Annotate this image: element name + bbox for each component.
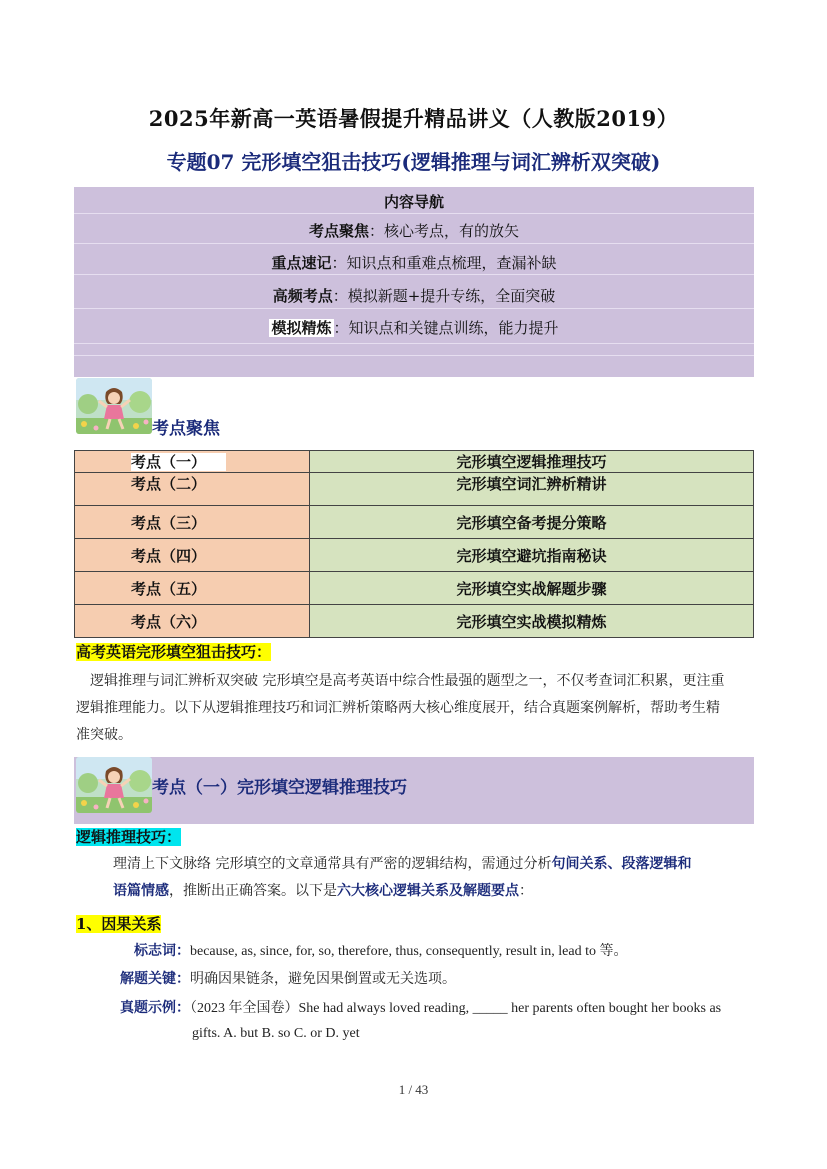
logic-highlight: 逻辑推理技巧： — [76, 828, 182, 846]
cause-example: 真题示例：（2023 年全国卷）She had always loved reading, _____ her parents often bought her books as gifts. A. but B. so C. or D. yet — [120, 1000, 722, 1041]
table-cell-topic: 完形填空避坑指南秘诀 — [310, 539, 754, 572]
logic-paragraph: 理清上下文脉络 完形填空的文章通常具有严密的逻辑结构，需通过分析句间关系、段落逻辑和 语篇情感，推断出正确答案。以下是六大核心逻辑关系及解题要点： — [113, 856, 692, 899]
table-cell-point: 考点（六） — [75, 605, 310, 638]
table-row — [75, 539, 754, 572]
cause-signal-words: 标志词：because, as, since, for, so, therefore, thus, consequently, result in, lead to 等。 — [134, 943, 628, 959]
table-cell-topic: 完形填空逻辑推理技巧 — [310, 451, 754, 473]
table-cell-point: 考点（二） — [75, 473, 310, 506]
document-title: 2025年新高一英语暑假提升精品讲义（人教版2019） — [148, 106, 679, 131]
table-cell-topic: 完形填空备考提分策略 — [310, 506, 754, 539]
page-number: 1 / 43 — [398, 1082, 429, 1097]
table-cell-point: 考点（一） — [75, 451, 310, 473]
girl-running-illustration — [76, 757, 152, 813]
table-row — [75, 506, 754, 539]
table-cell-point: 考点（三） — [75, 506, 310, 539]
navigation-heading: 内容导航 — [383, 193, 444, 211]
intro-highlight: 高考英语完形填空狙击技巧： — [76, 643, 272, 661]
table-cell-topic: 完形填空实战模拟精炼 — [310, 605, 754, 638]
table-cell-point: 考点（四） — [75, 539, 310, 572]
section-heading-logic: 考点（一）完形填空逻辑推理技巧 — [152, 778, 407, 798]
girl-running-illustration — [76, 378, 152, 434]
nav-row-frequent: 高频考点：模拟新题+提升专练，全面突破 — [272, 287, 556, 305]
key-points-table — [74, 450, 754, 638]
document-subtitle: 专题07 完形填空狙击技巧(逻辑推理与词汇辨析双突破) — [166, 150, 661, 174]
table-cell-point: 考点（五） — [75, 572, 310, 605]
cause-heading: 1、因果关系 — [76, 915, 162, 933]
content-navigation-box — [74, 187, 754, 377]
table-row — [75, 605, 754, 638]
section-heading-focus: 考点聚焦 — [152, 419, 220, 439]
cause-key-point: 解题关键：明确因果链条，避免因果倒置或无关选项。 — [120, 971, 456, 987]
table-row — [75, 572, 754, 605]
nav-row-focus: 考点聚焦：核心考点，有的放矢 — [308, 222, 520, 240]
nav-row-practice: 模拟精炼 ：知识点和关键点训练，能力提升 — [271, 319, 559, 337]
intro-paragraph: 逻辑推理与词汇辨析双突破 完形填空是高考英语中综合性最强的题型之一，不仅考查词汇积累，更注重 逻辑推理能力。以下从逻辑推理技巧和词汇辨析策略两大核心维度展开，结合真题案例解析，帮助考生精 准突破。 — [76, 673, 725, 743]
nav-row-notes: 重点速记：知识点和重难点梳理，查漏补缺 — [271, 254, 557, 272]
table-cell-topic: 完形填空实战解题步骤 — [310, 572, 754, 605]
table-row — [75, 451, 754, 473]
table-cell-topic: 完形填空词汇辨析精讲 — [310, 473, 754, 506]
table-row — [75, 473, 754, 506]
